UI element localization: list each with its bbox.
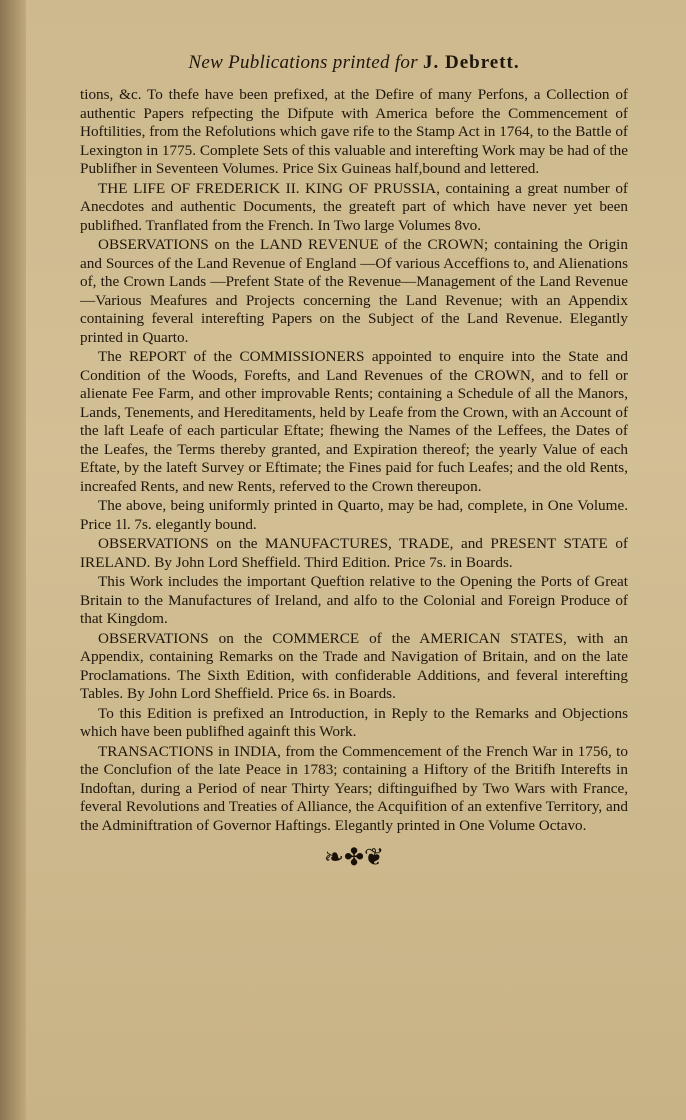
entry-life-of-frederick: THE LIFE OF FREDERICK II. KING OF PRUSSIA, containing a great number of Anecdotes and authentic Documents, the greateft part of which have never yet been publifhed. Tranflated from the French. In Two large Volumes 8vo. (80, 179, 628, 234)
entry-transactions-india: TRANSACTIONS in INDIA, from the Commencement of the French War in 1756, to the Conclufion of the late Peace in 1783; containing a Hiftory of the Britifh Interefts in Indoftan, during a Period of near Thirty Years; diftinguifhed by Two Wars with France, feveral Revolutions and Treaties of Alliance, the Acquifition of an extenfive Territory, and the Adminiftration of Governor Haftings. Elegantly printed in One Volume Octavo. (80, 742, 628, 834)
entry-commissioners-report: The REPORT of the COMMISSIONERS appointed to enquire into the State and Condition of the Woods, Forefts, and Land Revenues of the CROWN, and to fell or alienate Fee Farm, and other improvable Rents; containing a Schedule of all the Manors, Lands, Tenements, and Hereditaments, held by Leafe from the Crown, with an Account of the laft Leafe of each particular Eftate; fhewing the Names of the Leffees, the Dates of the Leafes, the Terms thereby granted, and Expiration thereof; the yearly Value of each Eftate, by the lateft Survey or Eftimate; the Fines paid for fuch Leafes; and the old Rents, increafed Rents, and new Rents, referved to the Crown thereupon. (80, 348, 628, 495)
note-introduction: To this Edition is prefixed an Introduction, in Reply to the Remarks and Objections which have been publifhed againft this Work. (80, 704, 628, 740)
running-head-title: New Publications printed for (188, 52, 418, 73)
printer-name: J. Debrett. (422, 52, 520, 73)
entry-american-commerce: OBSERVATIONS on the COMMERCE of the AMERICAN STATES, with an Appendix, containing Remarks on the Trade and Navigation of Britain, and on the late Proclamations. The Sixth Edition, with confiderable Additions, and feveral interefting Tables. By John Lord Sheffield. Price 6s. in Boards. (80, 629, 628, 702)
note-ireland-question: This Work includes the important Queftion relative to the Opening the Ports of Great Britain to the Manufactures of Ireland, and alfo to the Colonial and Foreign Produce of that Kingdom. (80, 573, 628, 627)
entry-ireland-manufactures: OBSERVATIONS on the MANUFACTURES, TRADE, and PRESENT STATE of IRELAND. By John Lord Sheffield. Third Edition. Price 7s. in Boards. (80, 535, 628, 571)
printer-ornament: ❧✤❦ (323, 843, 385, 871)
note-quarto-volume: The above, being uniformly printed in Quarto, may be had, complete, in One Volume. Price 1l. 7s. elegantly bound. (80, 497, 628, 533)
entry-land-revenue: OBSERVATIONS on the LAND REVENUE of the CROWN; containing the Origin and Sources of the Land Revenue of England —Of various Acceffions to, and Alienations of, the Crown Lands —Prefent State of the Revenue—Management of the Land Revenue —Various Meafures and Projects concerning the Land Revenue; with an Appendix containing feveral interefting Papers on the Subject of the Land Revenue. Elegantly printed in Quarto. (80, 236, 628, 346)
advertisement-text (80, 86, 628, 835)
running-head (80, 52, 628, 74)
paragraph-continued: tions, &c. To thefe have been prefixed, at the Defire of many Perfons, a Collection of authentic Papers refpecting the Difpute with America before the Commencement of Hoftilities, from the Refolutions which gave rife to the Stamp Act in 1764, to the Battle of Lexington in 1775. Complete Sets of this valuable and interefting Work may be had of the Publifher in Seventeen Volumes. Price Six Guineas half,bound and lettered. (80, 86, 628, 177)
